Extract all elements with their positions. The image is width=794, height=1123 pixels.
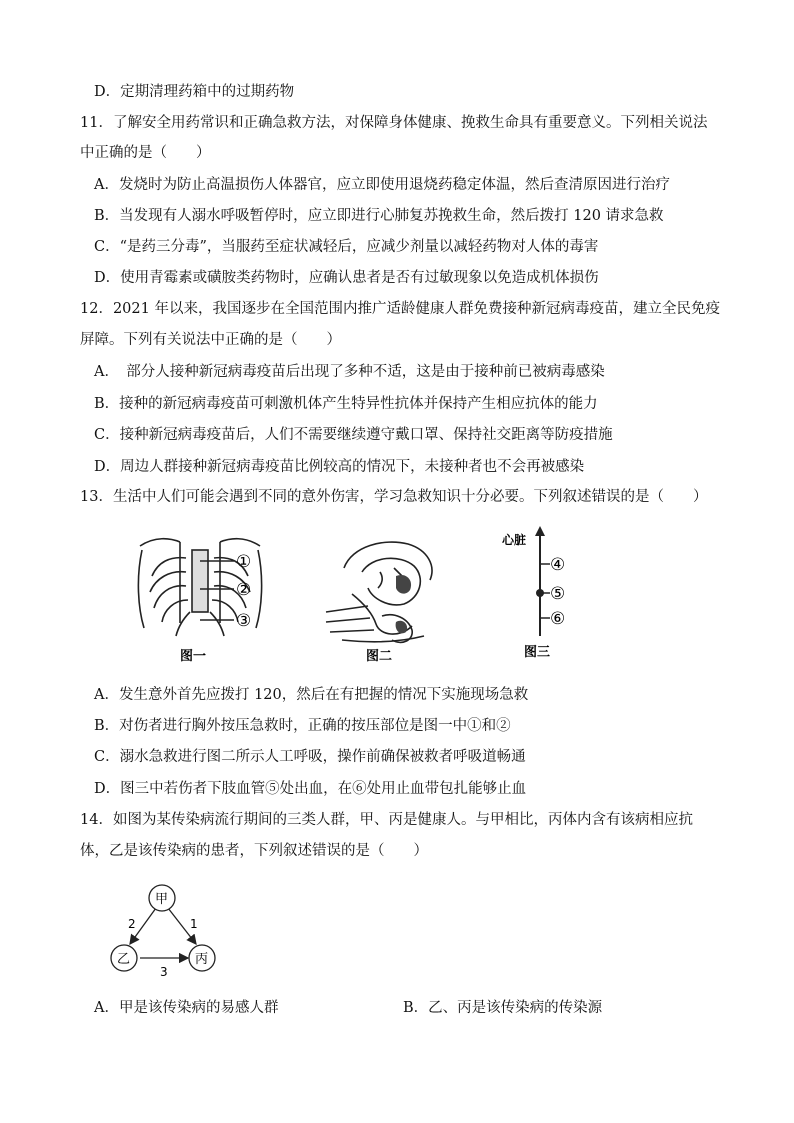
q14-option-b: B．乙、丙是该传染病的传染源 [403,1000,603,1016]
node-yi-label: 乙 [117,952,131,967]
fig3-mark-4: ④ [550,555,566,575]
q13-option-b: B．对伤者进行胸外按压急救时，正确的按压部位是图一中①和② [94,718,511,734]
q11-option-d: D．使用青霉素或磺胺类药物时，应确认患者是否有过敏现象以免造成机体损伤 [94,270,599,286]
figure-one-ribcage [130,528,270,668]
node-bing-label: 丙 [195,952,209,967]
q11-stem-line2: 中正确的是（ ） [80,145,211,161]
fig1-mark-1: ① [236,552,252,572]
figure-two-rescue-breathing [322,532,442,668]
q12-option-b: B．接种的新冠病毒疫苗可刺激机体产生特异性抗体并保持产生相应抗体的能力 [94,396,598,412]
fig3-caption: 图三 [524,645,551,660]
q12-stem-line1: 12．2021 年以来，我国逐步在全国范围内推广适龄健康人群免费接种新冠病毒疫苗，建立全民免疫 [80,301,720,317]
fig3-mark-5: ⑤ [550,584,566,604]
population-triangle-diagram [104,878,234,978]
q11-option-a: A．发烧时为防止高温损伤人体器官，应立即使用退烧药稳定体温，然后查清原因进行治疗 [94,177,670,193]
q12-stem-line2: 屏障。下列有关说法中正确的是（ ） [80,332,341,348]
q13-option-c: C．溺水急救进行图二所示人工呼吸，操作前确保被救者呼吸道畅通 [94,749,526,765]
q13-stem: 13．生活中人们可能会遇到不同的意外伤害，学习急救知识十分必要。下列叙述错误的是（ ） [80,489,708,505]
q11-option-b: B．当发现有人溺水呼吸暂停时，应立即进行心肺复苏挽救生命，然后拨打 120 请求急救 [94,208,664,224]
fig1-mark-3: ③ [236,611,252,631]
q10-option-d: D．定期清理药箱中的过期药物 [94,84,295,100]
node-jia-label: 甲 [155,892,169,907]
edge-label-1: 1 [190,917,198,931]
fig3-heart-label: 心脏 [502,533,527,547]
q12-option-c: C．接种新冠病毒疫苗后，人们不需要继续遵守戴口罩、保持社交距离等防疫措施 [94,427,613,443]
q14-stem-line1: 14．如图为某传染病流行期间的三类人群，甲、丙是健康人。与甲相比，丙体内含有该病相应抗 [80,812,693,828]
q13-option-a: A．发生意外首先应拨打 120，然后在有把握的情况下实施现场急救 [94,687,529,703]
q13-option-d: D．图三中若伤者下肢血管⑤处出血，在⑥处用止血带包扎能够止血 [94,781,527,797]
q11-stem-line1: 11．了解安全用药常识和正确急救方法，对保障身体健康、挽救生命具有重要意义。下列相关说法 [80,115,708,131]
q14-stem-line2: 体，乙是该传染病的患者，下列叙述错误的是（ ） [80,843,428,859]
q11-option-c: C．“是药三分毒”，当服药至症状减轻后，应减少剂量以减轻药物对人体的毒害 [94,239,599,255]
edge-label-2: 2 [128,917,136,931]
fig1-caption: 图一 [180,649,207,664]
q14-option-a: A．甲是该传染病的易感人群 [94,1000,279,1016]
fig3-mark-6: ⑥ [550,609,566,629]
fig1-mark-2: ② [236,580,252,600]
fig2-caption: 图二 [366,649,393,664]
figure-three-vessel [500,524,590,664]
q12-option-d: D．周边人群接种新冠病毒疫苗比例较高的情况下，未接种者也不会再被感染 [94,459,585,475]
edge-label-3: 3 [160,965,168,978]
q12-option-a: A． 部分人接种新冠病毒疫苗后出现了多种不适，这是由于接种前已被病毒感染 [94,364,605,380]
